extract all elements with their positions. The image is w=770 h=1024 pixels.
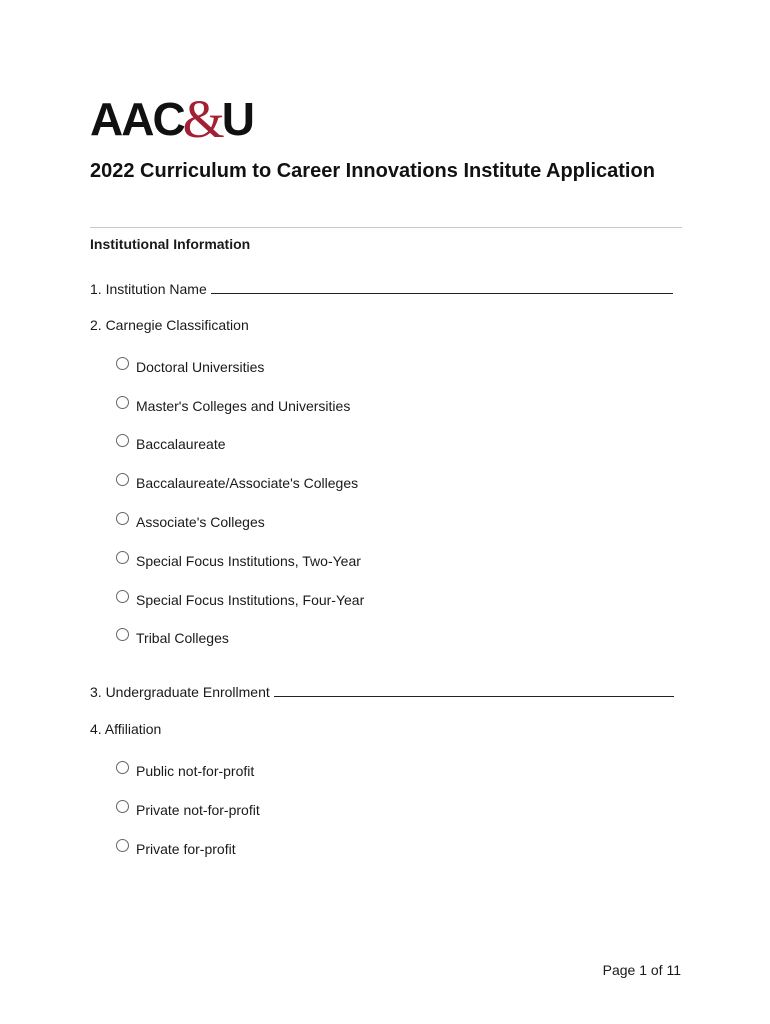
option-label: Baccalaureate/Associate's Colleges bbox=[136, 475, 359, 491]
institution-name-field[interactable] bbox=[211, 281, 673, 294]
question-undergraduate-enrollment bbox=[90, 684, 674, 700]
option-label: Master's Colleges and Universities bbox=[136, 398, 351, 414]
radio-icon[interactable] bbox=[116, 551, 129, 564]
logo-suffix: U bbox=[221, 93, 253, 145]
radio-icon[interactable] bbox=[116, 761, 129, 774]
logo-prefix: AAC bbox=[90, 93, 184, 145]
divider bbox=[90, 227, 682, 228]
radio-icon[interactable] bbox=[116, 800, 129, 813]
option-baccalaureate[interactable] bbox=[116, 436, 226, 452]
radio-icon[interactable] bbox=[116, 473, 129, 486]
radio-icon[interactable] bbox=[116, 512, 129, 525]
option-label: Baccalaureate bbox=[136, 436, 226, 452]
option-baccalaureate-associates[interactable] bbox=[116, 475, 358, 491]
question-label: 1. Institution Name bbox=[90, 281, 207, 297]
question-label: 3. Undergraduate Enrollment bbox=[90, 684, 270, 700]
option-private-nfp[interactable] bbox=[116, 802, 260, 818]
enrollment-field[interactable] bbox=[274, 684, 674, 697]
question-carnegie-classification: 2. Carnegie Classification bbox=[90, 317, 249, 333]
option-special-four-year[interactable] bbox=[116, 592, 364, 608]
option-private-fp[interactable] bbox=[116, 841, 236, 857]
aacu-logo bbox=[90, 89, 253, 149]
option-label: Special Focus Institutions, Four-Year bbox=[136, 592, 365, 608]
page-number: Page 1 of 11 bbox=[602, 962, 681, 978]
radio-icon[interactable] bbox=[116, 839, 129, 852]
option-label: Private for-profit bbox=[136, 841, 236, 857]
option-special-two-year[interactable] bbox=[116, 553, 361, 569]
option-tribal[interactable] bbox=[116, 630, 229, 646]
section-heading: Institutional Information bbox=[90, 236, 251, 252]
option-label: Doctoral Universities bbox=[136, 359, 265, 375]
option-public-nfp[interactable] bbox=[116, 763, 254, 779]
option-label: Associate's Colleges bbox=[136, 514, 265, 530]
option-masters[interactable] bbox=[116, 398, 350, 414]
option-doctoral[interactable] bbox=[116, 359, 264, 375]
radio-icon[interactable] bbox=[116, 628, 129, 641]
radio-icon[interactable] bbox=[116, 590, 129, 603]
question-affiliation: 4. Affiliation bbox=[90, 721, 162, 737]
question-institution-name bbox=[90, 281, 673, 297]
option-label: Public not-for-profit bbox=[136, 763, 255, 779]
logo-ampersand: & bbox=[182, 89, 225, 149]
option-label: Private not-for-profit bbox=[136, 802, 260, 818]
radio-icon[interactable] bbox=[116, 396, 129, 409]
option-associates[interactable] bbox=[116, 514, 265, 530]
radio-icon[interactable] bbox=[116, 357, 129, 370]
option-label: Tribal Colleges bbox=[136, 630, 229, 646]
option-label: Special Focus Institutions, Two-Year bbox=[136, 553, 361, 569]
radio-icon[interactable] bbox=[116, 434, 129, 447]
page-title: 2022 Curriculum to Career Innovations Institute Application bbox=[90, 160, 655, 182]
